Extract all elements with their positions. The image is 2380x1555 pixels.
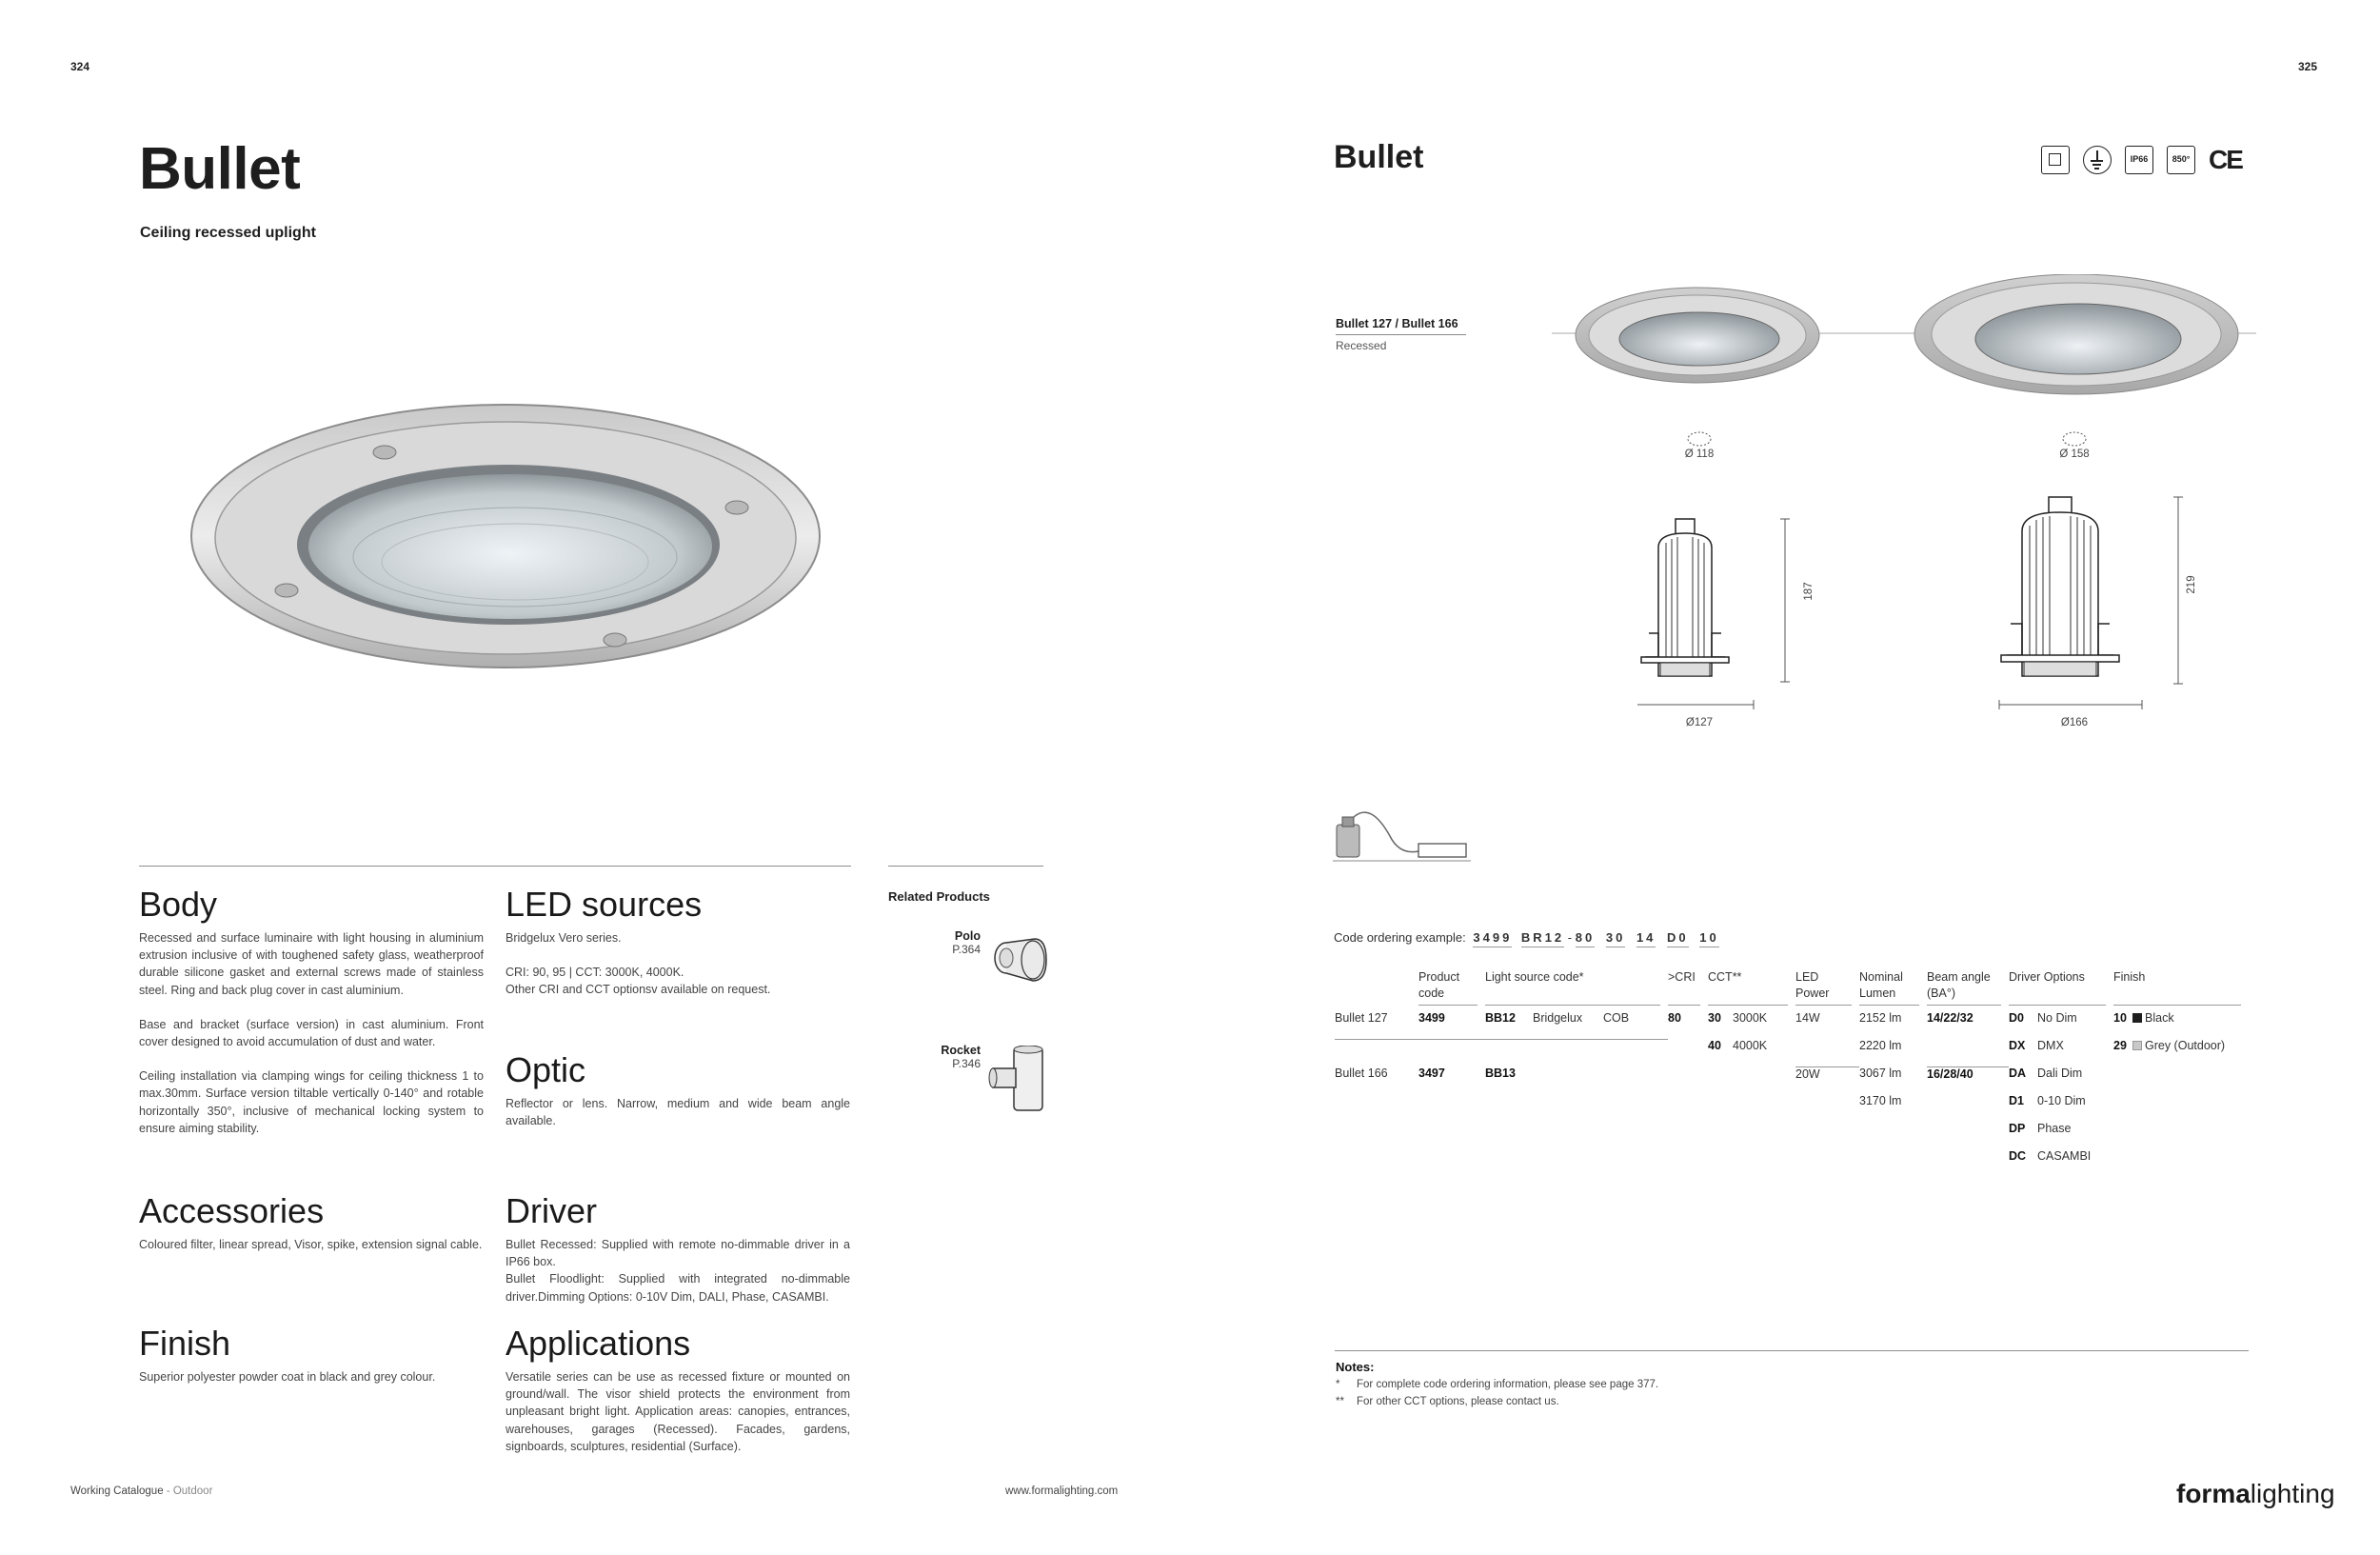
cell-cri <box>1668 1122 1708 1149</box>
cell-power <box>1795 1094 1859 1122</box>
cell-driver-code: DX <box>2009 1039 2026 1052</box>
cell-lumen <box>1859 1122 1927 1149</box>
related-products-title: Related Products <box>888 889 990 904</box>
cell-source-brand <box>1533 1149 1603 1177</box>
related-product-page: P.346 <box>952 1057 981 1070</box>
cell-finish <box>2132 1149 2249 1177</box>
product-title: Bullet <box>139 136 301 202</box>
cell-driver-code: DC <box>2009 1149 2027 1163</box>
cutout-circle-icon <box>2061 430 2088 448</box>
cell-source-brand <box>1533 1067 1603 1094</box>
cell-finish-code: 10 <box>2113 1011 2127 1025</box>
section-optic <box>506 1051 850 1129</box>
related-product-polo[interactable] <box>914 929 981 956</box>
cell-power <box>1795 1149 1859 1177</box>
cell-power <box>1795 1122 1859 1149</box>
section-text: Superior polyester powder coat in black and grey colour. <box>139 1370 436 1384</box>
section-heading: Applications <box>506 1324 691 1363</box>
cell-product-code <box>1418 1122 1485 1149</box>
section-heading: Body <box>139 885 218 924</box>
cell-product-code: 3499 <box>1418 1011 1485 1039</box>
notes-divider <box>1335 1350 2249 1351</box>
cell-cri: 80 <box>1668 1011 1681 1025</box>
logo-bold: forma <box>2176 1479 2251 1508</box>
diameter-dim-small: Ø127 <box>1685 717 1714 728</box>
table-row <box>1335 1067 2249 1094</box>
polo-thumbnail[interactable] <box>987 931 1048 988</box>
section-text: Reflector or lens. Narrow, medium and wide beam angle available. <box>506 1097 850 1128</box>
footer-section: Outdoor <box>172 1485 213 1497</box>
cell-cct <box>1733 1149 1795 1177</box>
cell-lumen: 2152 lm <box>1859 1011 1902 1025</box>
section-heading: Optic <box>506 1050 586 1089</box>
cell-cct-code <box>1708 1149 1733 1177</box>
cell-lumen: 3067 lm <box>1859 1067 1902 1080</box>
logo-light: lighting <box>2250 1479 2335 1508</box>
code-segment: 14 <box>1636 930 1656 947</box>
product-hero-image <box>187 400 824 676</box>
cell-source-brand: Bridgelux <box>1533 1011 1603 1039</box>
section-text: Bullet Recessed: Supplied with remote no-dimmable driver in a IP66 box. <box>506 1238 850 1269</box>
cell-beam <box>1927 1039 2009 1067</box>
height-dim-large: 219 <box>2186 575 2197 594</box>
section-heading: Driver <box>506 1191 597 1230</box>
table-row <box>1335 1094 2249 1122</box>
footer-separator: - <box>166 1485 170 1497</box>
cell-cct <box>1733 1122 1795 1149</box>
table-row <box>1335 1011 2249 1039</box>
cell-product-code: 3497 <box>1418 1067 1445 1080</box>
cell-finish-code <box>2113 1067 2132 1094</box>
cell-cri <box>1668 1067 1708 1094</box>
related-divider <box>888 866 1043 867</box>
header-product-code: Product code <box>1418 969 1478 1006</box>
variants-sublabel: Recessed <box>1336 339 1387 352</box>
right-title: Bullet <box>1334 139 1424 175</box>
cell-finish-code <box>2113 1094 2132 1122</box>
section-text: Recessed and surface luminaire with light housing in aluminium extrusion inclusive of with toughened safety glass, weatherproof durable silicone gasket and external screws made of stainless steel. Ring and back plug cover in cast aluminium. <box>139 931 484 997</box>
cell-cct <box>1733 1094 1795 1122</box>
class-ii-icon <box>2041 146 2070 174</box>
footer-catalogue <box>70 1485 212 1497</box>
section-text: Coloured filter, linear spread, Visor, spike, extension signal cable. <box>139 1238 483 1251</box>
cell-model <box>1335 1149 1418 1177</box>
section-accessories <box>139 1192 484 1253</box>
header-cri: >CRI <box>1668 969 1700 1006</box>
cell-source-type <box>1603 1094 1668 1122</box>
ce-mark-icon: CE <box>2209 145 2242 174</box>
cell-driver-code: DP <box>2009 1122 2026 1135</box>
cell-cct: 4000K <box>1733 1039 1768 1052</box>
cell-model <box>1335 1094 1418 1122</box>
cell-product-code <box>1418 1094 1485 1122</box>
section-text: Bridgelux Vero series. <box>506 931 622 945</box>
code-segment: 3499 <box>1473 930 1512 947</box>
cell-finish <box>2132 1094 2249 1122</box>
cell-finish-code: 29 <box>2113 1039 2127 1052</box>
header-cct: CCT** <box>1708 969 1788 1006</box>
header-light-source: Light source code* <box>1485 969 1660 1006</box>
cell-cct-code: 40 <box>1708 1039 1721 1052</box>
cell-source-brand <box>1533 1094 1603 1122</box>
cell-cct <box>1733 1067 1795 1094</box>
finish-label: Black <box>2145 1011 2174 1025</box>
cutout-dim-large: Ø 158 <box>2059 449 2090 460</box>
header-nominal-lumen: Nominal Lumen <box>1859 969 1919 1006</box>
cell-beam: 16/28/40 <box>1927 1067 1973 1081</box>
cell-product-code <box>1418 1039 1485 1067</box>
cell-source-code <box>1485 1122 1533 1149</box>
cell-model: Bullet 127 <box>1335 1011 1418 1039</box>
footer-catalogue-name: Working Catalogue <box>70 1485 164 1497</box>
cell-cri <box>1668 1149 1708 1177</box>
cell-source-code: BB13 <box>1485 1067 1516 1080</box>
cell-cct: 3000K <box>1733 1011 1768 1025</box>
section-text: Ceiling installation via clamping wings for ceiling thickness 1 to max.30mm. Surface version tiltable vertically 0-140° and rotable horizontally 350°, inclusive of mechanical locking system to ensure aiming stability. <box>139 1069 484 1135</box>
cell-power: 14W <box>1795 1011 1820 1025</box>
section-divider <box>139 866 851 867</box>
related-product-name: Polo <box>954 929 981 943</box>
finish-label: Grey (Outdoor) <box>2145 1039 2226 1052</box>
cell-source-type: COB <box>1603 1011 1668 1039</box>
header-beam-angle: Beam angle (BA°) <box>1927 969 2001 1006</box>
cell-source-type <box>1603 1122 1668 1149</box>
cell-source-type <box>1603 1039 1668 1067</box>
section-finish <box>139 1325 484 1386</box>
table-row <box>1335 1039 2249 1067</box>
grey-swatch <box>2132 1041 2142 1050</box>
cell-cri <box>1668 1094 1708 1122</box>
code-segment: 10 <box>1699 930 1718 947</box>
section-body <box>139 886 484 1137</box>
cell-driver-code: D1 <box>2009 1094 2024 1107</box>
earth-icon <box>2083 146 2112 174</box>
cell-product-code <box>1418 1149 1485 1177</box>
side-view-small <box>1637 514 1809 714</box>
cell-cct-code <box>1708 1067 1733 1094</box>
cell-driver: No Dim <box>2037 1011 2077 1025</box>
related-product-rocket[interactable] <box>914 1044 981 1070</box>
code-example-label: Code ordering example: <box>1334 930 1466 945</box>
related-product-name: Rocket <box>941 1044 981 1057</box>
code-ordering-example <box>1334 930 1719 947</box>
side-view-large <box>1992 495 2201 714</box>
black-swatch <box>2132 1013 2142 1023</box>
table-header-row <box>1335 969 2249 1011</box>
cell-driver: DMX <box>2037 1039 2064 1052</box>
cell-lumen: 2220 lm <box>1859 1039 1902 1052</box>
cell-finish <box>2132 1011 2249 1039</box>
cell-cri <box>1668 1039 1708 1067</box>
header-finish: Finish <box>2113 969 2241 1006</box>
page-number-right: 325 <box>2298 60 2318 73</box>
note-mark: * <box>1336 1379 1340 1390</box>
code-segment: D0 <box>1667 930 1689 947</box>
variants-label: Bullet 127 / Bullet 166 <box>1336 317 1466 335</box>
certification-icons <box>2028 145 2242 175</box>
note-item <box>1336 1393 1658 1410</box>
code-segment: BR12 <box>1521 930 1564 947</box>
cell-cct-code <box>1708 1122 1733 1149</box>
section-driver <box>506 1192 850 1306</box>
cell-source-code <box>1485 1094 1533 1122</box>
table-row <box>1335 1122 2249 1149</box>
cell-driver: Dali Dim <box>2037 1067 2083 1080</box>
cutout-circle-icon <box>1686 430 1713 448</box>
section-text: Versatile series can be use as recessed fixture or mounted on ground/wall. The visor shield protects the environment from unpleasant bright light. Application areas: canopies, entrances, warehouses, garages (Recessed). Facades, gardens, signboards, sculptures, residential (Surface). <box>506 1370 850 1453</box>
cell-source-code <box>1485 1149 1533 1177</box>
cell-cct-code: 30 <box>1708 1011 1721 1025</box>
cell-source-type <box>1603 1149 1668 1177</box>
note-mark: ** <box>1336 1396 1344 1407</box>
height-dim-small: 187 <box>1803 582 1815 601</box>
table-row <box>1335 1149 2249 1177</box>
forma-lighting-logo <box>2176 1479 2335 1509</box>
header-led-power: LED Power <box>1795 969 1852 1006</box>
notes-title: Notes: <box>1336 1360 1375 1374</box>
footer-url[interactable]: www.formalighting.com <box>1005 1485 1119 1497</box>
note-text: For complete code ordering information, please see page 377. <box>1357 1379 1659 1390</box>
code-segment: 80 <box>1576 930 1595 947</box>
note-item <box>1336 1376 1658 1393</box>
code-segment: 30 <box>1606 930 1625 947</box>
cell-source-type <box>1603 1067 1668 1094</box>
section-heading: Finish <box>139 1324 231 1363</box>
cell-driver: 0-10 Dim <box>2037 1094 2086 1107</box>
code-dash: - <box>1567 930 1573 945</box>
section-text: Base and bracket (surface version) in cast aluminium. Front cover designed to avoid accumulation of dust and water. <box>139 1017 484 1049</box>
product-subtitle: Ceiling recessed uplight <box>140 225 316 241</box>
cell-beam <box>1927 1122 2009 1149</box>
cell-power <box>1795 1039 1859 1067</box>
header-driver-options: Driver Options <box>2009 969 2106 1006</box>
cell-beam <box>1927 1094 2009 1122</box>
cell-source-brand <box>1533 1122 1603 1149</box>
notes <box>1336 1359 1658 1410</box>
section-led-sources <box>506 886 850 999</box>
rocket-thumbnail[interactable] <box>987 1046 1048 1114</box>
section-heading: Accessories <box>139 1191 325 1230</box>
cell-source-brand <box>1533 1039 1603 1067</box>
cell-cct-code <box>1708 1094 1733 1122</box>
section-text: CRI: 90, 95 | CCT: 3000K, 4000K. <box>506 966 684 980</box>
cell-source-code <box>1485 1039 1533 1067</box>
cell-model <box>1335 1039 1418 1067</box>
cell-finish <box>2132 1122 2249 1149</box>
spec-table <box>1335 969 2249 1177</box>
cell-driver: Phase <box>2037 1122 2072 1135</box>
diameter-dim-large: Ø166 <box>2060 717 2089 728</box>
glow-wire-icon: 850° <box>2167 146 2195 174</box>
page-number-left: 324 <box>70 60 90 73</box>
note-text: For other CCT options, please contact us. <box>1357 1396 1559 1407</box>
cell-driver: CASAMBI <box>2037 1149 2092 1163</box>
cell-model <box>1335 1122 1418 1149</box>
cell-beam <box>1927 1149 2009 1177</box>
remote-driver-icon <box>1333 807 1471 863</box>
cell-finish-code <box>2113 1149 2132 1177</box>
cell-power: 20W <box>1795 1067 1820 1081</box>
cell-model: Bullet 166 <box>1335 1067 1388 1080</box>
cell-beam: 14/22/32 <box>1927 1011 1973 1025</box>
section-heading: LED sources <box>506 885 703 924</box>
cell-lumen <box>1859 1149 1927 1177</box>
cutout-dim-small: Ø 118 <box>1684 449 1715 460</box>
related-product-page: P.364 <box>952 943 981 956</box>
cell-finish-code <box>2113 1122 2132 1149</box>
cell-driver-code: DA <box>2009 1067 2027 1080</box>
cell-finish <box>2132 1067 2249 1094</box>
top-view-drawings <box>1552 274 2256 398</box>
section-applications <box>506 1325 850 1455</box>
cell-source-code: BB12 <box>1485 1011 1533 1039</box>
cell-driver-code: D0 <box>2009 1011 2024 1025</box>
section-text: Bullet Floodlight: Supplied with integrated no-dimmable driver.Dimming Options: 0-10V Dim, DALI, Phase, CASAMBI. <box>506 1272 850 1304</box>
cell-lumen: 3170 lm <box>1859 1094 1902 1107</box>
cell-finish <box>2132 1039 2249 1067</box>
header-empty <box>1335 969 1411 1006</box>
ip66-icon: IP66 <box>2125 146 2153 174</box>
section-text: Other CRI and CCT optionsv available on request. <box>506 983 771 997</box>
